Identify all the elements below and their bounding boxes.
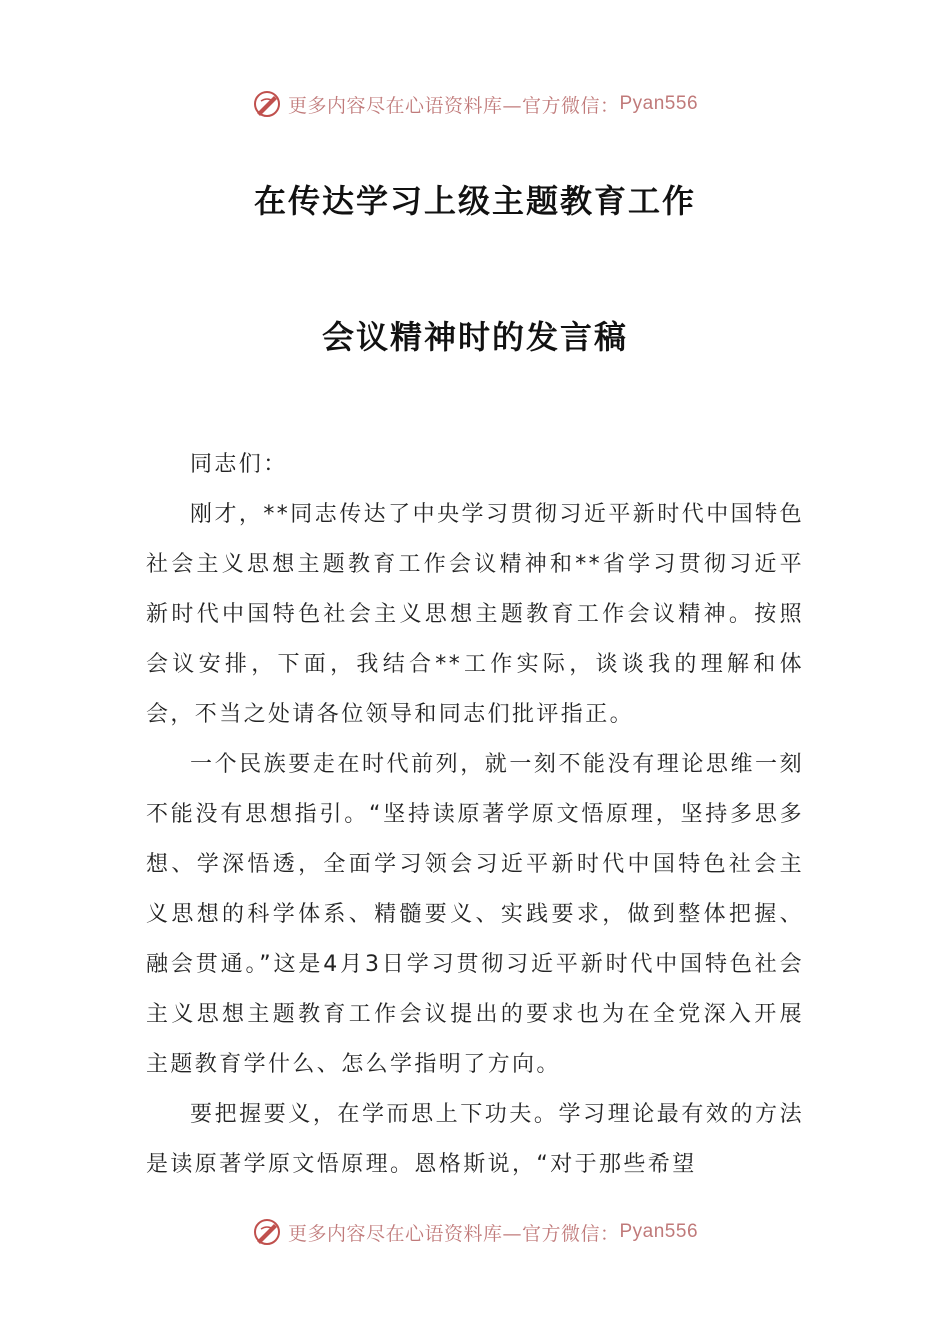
paragraph-1: 刚才，**同志传达了中央学习贯彻习近平新时代中国特色社会主义思想主题教育工作会议精神和**省学习贯彻习近平新时代中国特色社会主义思想主题教育工作会议精神。按照会议安排，下面，我结合**工作实际，谈谈我的理解和体会，不当之处请各位领导和同志们批评指正。 — [146, 502, 804, 727]
watermark-wechat-id: Pyan556 — [619, 1221, 699, 1242]
watermark-text: 更多内容尽在心语资料库—官方微信： — [287, 94, 620, 117]
paragraph-3: 要把握要义，在学而思上下功夫。学习理论最有效的方法是读原著学原文悟原理。恩格斯说，“对于那些希望 — [146, 1102, 804, 1177]
pen-circle-logo-icon — [252, 89, 282, 119]
paragraph-2: 一个民族要走在时代前列，就一刻不能没有理论思维一刻不能没有思想指引。“坚持读原著学原文悟原理，坚持多思多想、学深悟透，全面学习领会习近平新时代中国特色社会主义思想的科学体系、精髓要义、实践要求，做到整体把握、融会贯通。”这是4月3日学习贯彻习近平新时代中国特色社会主义思想主题教育工作会议提出的要求也为在全党深入开展主题教育学什么、怎么学指明了方向。 — [146, 752, 804, 1077]
salutation: 同志们： — [190, 452, 288, 477]
watermark-text: 更多内容尽在心语资料库—官方微信： — [287, 1222, 620, 1245]
pen-circle-logo-icon — [252, 1217, 282, 1247]
document-title-line2: 会议精神时的发言稿 — [321, 318, 628, 356]
watermark-header — [0, 84, 950, 124]
document-title-line1: 在传达学习上级主题教育工作 — [253, 182, 696, 220]
watermark-footer — [0, 1212, 950, 1252]
document-body — [146, 440, 804, 1190]
watermark-wechat-id: Pyan556 — [619, 93, 699, 114]
